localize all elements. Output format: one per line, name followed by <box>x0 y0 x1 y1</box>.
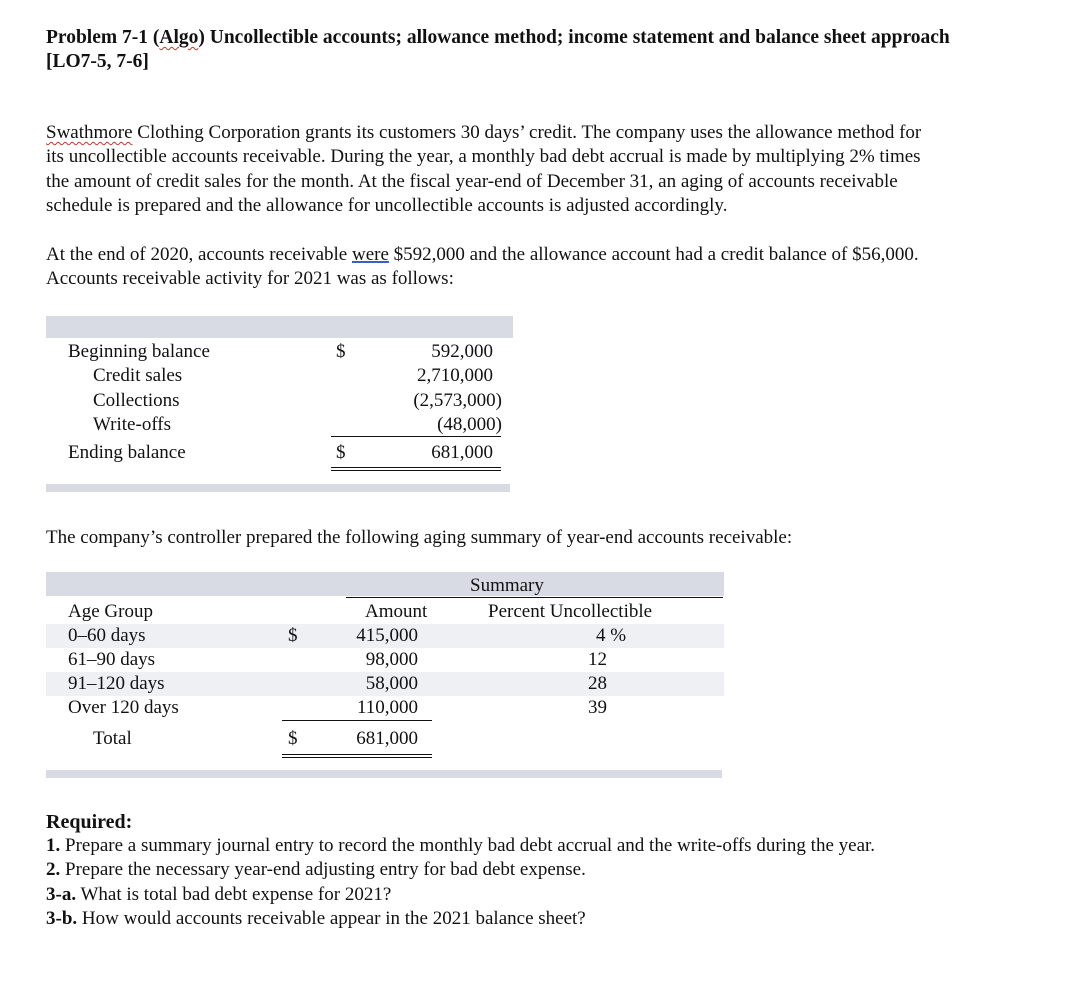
aging-total-label: Total <box>93 728 132 749</box>
col-percent: Percent Uncollectible <box>488 601 653 622</box>
activity-label: Beginning balance <box>68 341 210 362</box>
intro-line-4: schedule is prepared and the allowance for uncollectible accounts is adjusted accordingly. <box>46 195 728 216</box>
required-item-3b: 3-b. How would accounts receivable appear in the 2021 balance sheet? <box>46 908 586 929</box>
activity-label: Ending balance <box>68 442 186 463</box>
aging-subtotal-rule <box>282 720 432 721</box>
problem-title <box>46 26 950 50</box>
activity-dollar: $ <box>336 341 346 362</box>
aging-amount: 110,000 <box>356 697 418 718</box>
aging-header-band <box>46 572 724 596</box>
col-amount: Amount <box>365 601 428 622</box>
aging-total-amount: 681,000 <box>356 728 418 749</box>
title-prefix: Problem 7-1 ( <box>46 27 160 48</box>
aging-pct: 28 <box>588 673 607 694</box>
aging-total-dollar: $ <box>288 728 298 749</box>
activity-total-rule <box>331 467 501 468</box>
intro-line-3: the amount of credit sales for the month. At the fiscal year-end of December 31, an aging of accounts receivable <box>46 171 898 192</box>
required-item-3a: 3-a. What is total bad debt expense for 2021? <box>46 884 392 905</box>
activity-value: 2,710,000 <box>417 365 493 386</box>
aging-age: 91–120 days <box>68 673 165 694</box>
required-item-1: 1. Prepare a summary journal entry to record the monthly bad debt accrual and the write-offs during the year. <box>46 835 876 856</box>
activity-label: Collections <box>93 390 180 411</box>
aging-pct: 12 <box>588 649 607 670</box>
aging-amount: 98,000 <box>365 649 418 670</box>
aging-total-rule <box>282 757 432 758</box>
aging-footer-band <box>46 770 722 778</box>
title-algo: Algo <box>159 27 199 48</box>
aging-amount: 58,000 <box>365 673 418 694</box>
aging-pct: 39 <box>588 697 607 718</box>
activity-label: Write-offs <box>93 414 172 435</box>
summary-header: Summary <box>470 575 544 596</box>
company-name: Swathmore <box>46 122 133 143</box>
aging-intro: The company’s controller prepared the following aging summary of year-end accounts receivable: <box>46 527 793 548</box>
intro-line-1: Swathmore Clothing Corporation grants its customers 30 days’ credit. The company uses the allowance method for <box>46 122 922 143</box>
activity-value: 592,000 <box>431 341 493 362</box>
aging-dollar: $ <box>288 625 298 646</box>
para2-were: were <box>352 244 389 265</box>
activity-value: (48,000) <box>437 414 502 435</box>
aging-pct: 4 % <box>596 625 627 646</box>
aging-amount: 415,000 <box>356 625 418 646</box>
aging-age: 0–60 days <box>68 625 146 646</box>
activity-header-band <box>46 316 513 338</box>
required-heading: Required: <box>46 811 133 833</box>
aging-age: Over 120 days <box>68 697 179 718</box>
title-suffix: ) Uncollectible accounts; allowance method; income statement and balance sheet approach <box>198 27 950 48</box>
learning-objectives: [LO7-5, 7-6] <box>46 51 149 72</box>
col-age-group: Age Group <box>68 601 153 622</box>
activity-footer-band <box>46 484 510 492</box>
intro-line-2: its uncollectible accounts receivable. During the year, a monthly bad debt accrual is made by multiplying 2% times <box>46 146 921 167</box>
para2-line-1: At the end of 2020, accounts receivable were $592,000 and the allowance account had a credit balance of $56,000. <box>46 244 919 265</box>
activity-total-rule <box>331 470 501 471</box>
activity-value: (2,573,000) <box>413 390 502 411</box>
activity-value: 681,000 <box>431 442 493 463</box>
activity-label: Credit sales <box>93 365 183 386</box>
aging-total-rule <box>282 754 432 755</box>
activity-subtotal-rule <box>331 436 501 437</box>
required-item-2: 2. Prepare the necessary year-end adjusting entry for bad debt expense. <box>46 859 586 880</box>
activity-dollar: $ <box>336 442 346 463</box>
summary-rule <box>346 597 723 598</box>
aging-age: 61–90 days <box>68 649 156 670</box>
para2-line-2: Accounts receivable activity for 2021 was as follows: <box>46 268 454 289</box>
